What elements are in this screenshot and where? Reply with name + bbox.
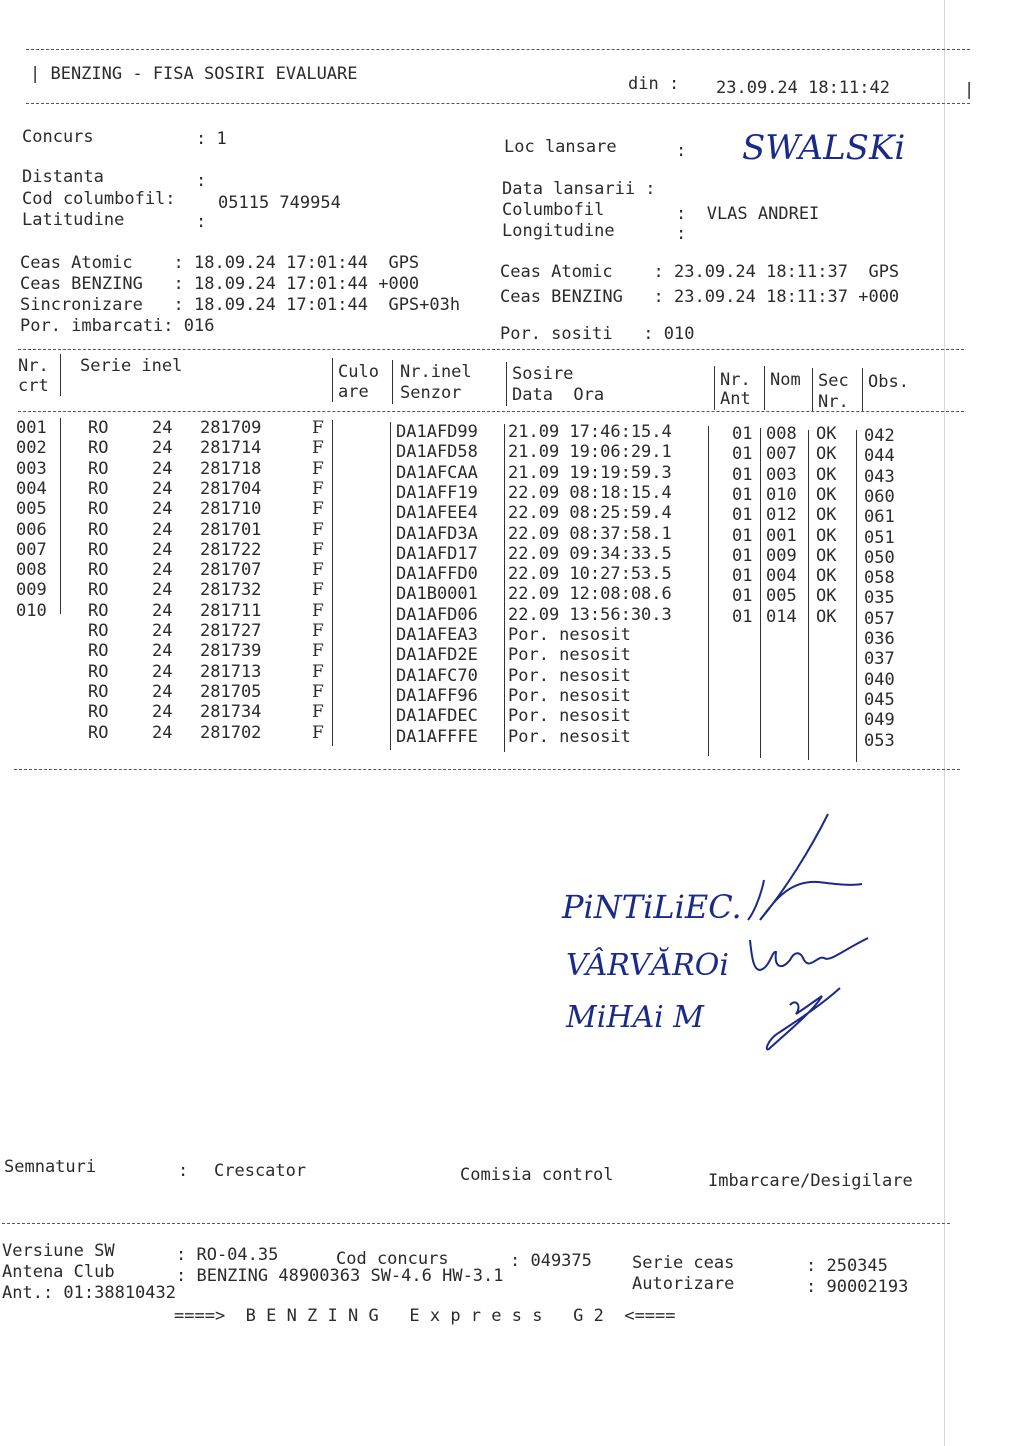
row-year: 24 xyxy=(152,681,173,702)
row-crt: 002 xyxy=(16,438,47,459)
row-nom: 012 xyxy=(766,505,797,526)
latitudine-label: Latitudine xyxy=(22,210,125,230)
row-sec: OK xyxy=(816,424,837,444)
row-ring: 281701 xyxy=(200,519,262,540)
row-country: RO xyxy=(88,539,109,560)
hdr-sep-sec xyxy=(812,368,813,412)
row-ring: 281711 xyxy=(200,600,262,621)
row-nom: 014 xyxy=(766,606,797,627)
cod-columbofil-label: Cod columbofil: xyxy=(22,189,176,209)
row-sec: OK xyxy=(816,505,837,526)
row-sex: F xyxy=(312,681,324,702)
row-obs: 043 xyxy=(864,466,895,487)
row-sec: OK xyxy=(816,545,837,566)
row-year: 24 xyxy=(152,478,173,499)
row-obs: 049 xyxy=(864,710,895,731)
row-ring: 281718 xyxy=(200,458,262,479)
row-sec: OK xyxy=(816,586,837,607)
row-ring: 281734 xyxy=(200,702,262,723)
row-sensor: DA1AFC70 xyxy=(396,665,478,686)
versiune-sw-label: Versiune SW xyxy=(2,1241,115,1261)
row-sex: F xyxy=(312,478,324,499)
autorizare-label: Autorizare xyxy=(632,1274,735,1294)
th-data-ora: Data Ora xyxy=(512,385,605,405)
row-ring: 281732 xyxy=(200,580,262,601)
row-year: 24 xyxy=(152,539,173,560)
hdr-sep-nr-inel xyxy=(392,360,393,404)
table-header-rule xyxy=(18,411,964,412)
latitudine-sep: : xyxy=(196,212,207,232)
row-country: RO xyxy=(88,681,109,702)
table-row xyxy=(0,438,1024,467)
row-sensor: DA1AFEA3 xyxy=(396,625,478,645)
concurs-label: Concurs xyxy=(22,127,94,147)
table-row xyxy=(0,702,1024,731)
row-ring: 281714 xyxy=(200,438,262,459)
row-sensor: DA1AFD06 xyxy=(396,604,478,625)
row-country: RO xyxy=(88,641,109,662)
loc-lansare-sep: : xyxy=(676,141,687,161)
row-ant: 01 xyxy=(732,484,753,505)
por-sositi: Por. sositi : 010 xyxy=(500,324,695,344)
row-arrival: 21.09 17:46:15.4 xyxy=(508,422,672,442)
table-row xyxy=(0,600,1024,629)
row-obs: 050 xyxy=(864,547,895,568)
row-ant: 01 xyxy=(732,444,753,465)
row-sex: F xyxy=(312,560,324,581)
hdr-sep-ant xyxy=(714,366,715,410)
th-nr-inel-2: Senzor xyxy=(400,383,462,403)
row-ring: 281709 xyxy=(200,418,262,438)
longitudine-sep: : xyxy=(676,224,687,244)
row-arrival: 22.09 08:25:59.4 xyxy=(508,503,672,524)
th-sosire: Sosire xyxy=(512,364,574,384)
row-arrival: 22.09 13:56:30.3 xyxy=(508,604,672,625)
loc-lansare-label: Loc lansare xyxy=(504,137,617,157)
handwritten-name-2: VÂRVĂROi xyxy=(566,948,729,983)
row-ring: 281722 xyxy=(200,539,262,560)
th-nr-crt-2: crt xyxy=(18,376,49,396)
table-row xyxy=(0,681,1024,710)
loc-lansare-handwritten: SWALSKi xyxy=(742,128,906,168)
row-nom: 004 xyxy=(766,566,797,587)
row-obs: 051 xyxy=(864,527,895,548)
row-obs: 035 xyxy=(864,588,895,609)
footer-rule xyxy=(2,1223,950,1224)
row-sensor: DA1AFFFE xyxy=(396,726,478,747)
row-year: 24 xyxy=(152,458,173,479)
row-obs: 036 xyxy=(864,629,895,649)
versiune-sw-value: : RO-04.35 xyxy=(176,1245,279,1265)
row-obs: 060 xyxy=(864,486,895,507)
clock-left-3: Sincronizare : 18.09.24 17:01:44 GPS+03h xyxy=(20,295,461,315)
th-obs: Obs. xyxy=(868,372,909,392)
row-country: RO xyxy=(88,519,109,540)
row-ant: 01 xyxy=(732,464,753,485)
row-ring: 281727 xyxy=(200,621,262,641)
row-sex: F xyxy=(312,458,324,479)
row-crt: 003 xyxy=(16,458,47,479)
hdr-sep-obs xyxy=(862,368,863,412)
benzing-brand-line: ====> B E N Z I N G E x p r e s s G 2 <==== xyxy=(174,1306,676,1326)
row-obs: 057 xyxy=(864,608,895,629)
row-country: RO xyxy=(88,478,109,499)
row-year: 24 xyxy=(152,499,173,520)
row-sensor: DA1AFD58 xyxy=(396,442,478,463)
th-culoare-1: Culo xyxy=(338,362,379,382)
hdr-sep-nom xyxy=(764,366,765,410)
table-row xyxy=(0,418,1024,446)
row-sec: OK xyxy=(816,444,837,465)
row-obs: 061 xyxy=(864,507,895,528)
row-sensor: DA1AFDEC xyxy=(396,706,478,727)
row-arrival: 21.09 19:06:29.1 xyxy=(508,442,672,463)
row-ant: 01 xyxy=(732,606,753,627)
date-label: din : xyxy=(628,74,680,94)
row-sensor: DA1B0001 xyxy=(396,584,478,605)
row-country: RO xyxy=(88,661,109,682)
distanta-sep: : xyxy=(196,171,207,191)
row-obs: 045 xyxy=(864,689,895,710)
row-obs: 044 xyxy=(864,446,895,467)
row-sensor: DA1AFF96 xyxy=(396,685,478,706)
th-nom: Nom xyxy=(770,370,801,390)
row-obs: 042 xyxy=(864,426,895,446)
print-datetime: 23.09.24 18:11:42 xyxy=(716,78,890,98)
row-crt: 007 xyxy=(16,539,47,560)
header-bottom-rule xyxy=(26,103,970,104)
row-ant: 01 xyxy=(732,525,753,546)
table-row xyxy=(0,560,1024,589)
row-sex: F xyxy=(312,418,324,438)
row-arrival: Por. nesosit xyxy=(508,706,631,727)
row-country: RO xyxy=(88,438,109,459)
semnaturi-sep: : xyxy=(178,1161,189,1181)
serie-ceas-label: Serie ceas xyxy=(632,1253,735,1273)
handwritten-signatures xyxy=(730,810,900,1060)
row-sensor: DA1AFCAA xyxy=(396,462,478,483)
clock-right-1: Ceas Atomic : 23.09.24 18:11:37 GPS xyxy=(500,262,900,282)
row-crt: 001 xyxy=(16,418,47,438)
row-arrival: 22.09 09:34:33.5 xyxy=(508,543,672,564)
row-nom: 008 xyxy=(766,424,797,444)
row-year: 24 xyxy=(152,641,173,662)
row-year: 24 xyxy=(152,722,173,743)
row-ring: 281705 xyxy=(200,681,262,702)
th-nr-ant-2: Ant xyxy=(720,389,751,409)
row-arrival: 21.09 19:19:59.3 xyxy=(508,462,672,483)
row-sec: OK xyxy=(816,484,837,505)
row-ant: 01 xyxy=(732,586,753,607)
row-sex: F xyxy=(312,438,324,459)
row-year: 24 xyxy=(152,519,173,540)
table-row xyxy=(0,519,1024,548)
cod-concurs-value: : 049375 xyxy=(510,1251,592,1271)
row-crt: 005 xyxy=(16,499,47,520)
row-sex: F xyxy=(312,499,324,520)
columbofil-label: Columbofil xyxy=(502,200,605,220)
row-obs: 040 xyxy=(864,669,895,690)
th-nr-crt-1: Nr. xyxy=(18,356,49,376)
row-year: 24 xyxy=(152,560,173,581)
row-sec: OK xyxy=(816,606,837,627)
th-nr-ant-1: Nr. xyxy=(720,370,751,390)
handwritten-name-1: PiNTiLiEC. xyxy=(562,888,742,926)
clock-left-2: Ceas BENZING : 18.09.24 17:01:44 +000 xyxy=(20,274,420,294)
row-country: RO xyxy=(88,621,109,641)
table-row xyxy=(0,580,1024,609)
row-sensor: DA1AFFD0 xyxy=(396,564,478,585)
data-lansarii-label: Data lansarii : xyxy=(502,179,656,199)
th-serie-inel: Serie inel xyxy=(80,356,183,376)
header-end-bar: | xyxy=(964,80,975,100)
row-sec: OK xyxy=(816,525,837,546)
semnaturi-label: Semnaturi xyxy=(4,1157,97,1177)
row-year: 24 xyxy=(152,418,173,438)
row-country: RO xyxy=(88,722,109,743)
row-arrival: Por. nesosit xyxy=(508,685,631,706)
th-sec-1: Sec xyxy=(818,371,849,391)
row-ring: 281707 xyxy=(200,560,262,581)
row-year: 24 xyxy=(152,580,173,601)
row-sex: F xyxy=(312,661,324,682)
row-sensor: DA1AFD17 xyxy=(396,543,478,564)
row-sex: F xyxy=(312,722,324,743)
row-ring: 281702 xyxy=(200,722,262,743)
imbarcare-desigilare-label: Imbarcare/Desigilare xyxy=(708,1171,913,1191)
row-nom: 007 xyxy=(766,444,797,465)
row-arrival: 22.09 12:08:08.6 xyxy=(508,584,672,605)
table-row xyxy=(0,661,1024,690)
row-obs: 058 xyxy=(864,568,895,589)
table-bottom-rule xyxy=(14,769,960,770)
page-title: | BENZING - FISA SOSIRI EVALUARE xyxy=(30,64,358,84)
por-imbarcati: Por. imbarcati: 016 xyxy=(20,316,215,336)
row-nom: 010 xyxy=(766,484,797,505)
th-sec-2: Nr. xyxy=(818,392,849,412)
clock-left-1: Ceas Atomic : 18.09.24 17:01:44 GPS xyxy=(20,253,420,273)
row-obs: 037 xyxy=(864,649,895,670)
row-arrival: Por. nesosit xyxy=(508,645,631,666)
row-arrival: Por. nesosit xyxy=(508,625,631,645)
columbofil-value: : VLAS ANDREI xyxy=(676,204,820,224)
table-row xyxy=(0,641,1024,670)
table-row xyxy=(0,539,1024,568)
hdr-sep-culoare xyxy=(332,358,333,402)
row-nom: 001 xyxy=(766,525,797,546)
row-sex: F xyxy=(312,702,324,723)
table-row xyxy=(0,458,1024,487)
row-ring: 281704 xyxy=(200,478,262,499)
row-country: RO xyxy=(88,418,109,438)
distanta-label: Distanta xyxy=(22,167,104,187)
row-crt: 004 xyxy=(16,478,47,499)
row-sensor: DA1AFD2E xyxy=(396,645,478,666)
row-nom: 005 xyxy=(766,586,797,607)
row-ant: 01 xyxy=(732,566,753,587)
row-nom: 003 xyxy=(766,464,797,485)
row-sensor: DA1AFD3A xyxy=(396,523,478,544)
row-sensor: DA1AFD99 xyxy=(396,422,478,442)
row-country: RO xyxy=(88,580,109,601)
row-sensor: DA1AFEE4 xyxy=(396,503,478,524)
table-row xyxy=(0,499,1024,528)
row-sex: F xyxy=(312,641,324,662)
ant-line: Ant.: 01:38810432 xyxy=(2,1283,176,1303)
row-sex: F xyxy=(312,600,324,621)
row-sex: F xyxy=(312,621,324,641)
row-obs: 053 xyxy=(864,730,895,751)
serie-ceas-value: : 250345 xyxy=(806,1256,888,1276)
row-sec: OK xyxy=(816,464,837,485)
row-sensor: DA1AFF19 xyxy=(396,482,478,503)
row-ant: 01 xyxy=(732,545,753,566)
row-crt: 009 xyxy=(16,580,47,601)
concurs-value: : 1 xyxy=(196,129,227,149)
row-country: RO xyxy=(88,499,109,520)
row-sec: OK xyxy=(816,566,837,587)
row-crt: 010 xyxy=(16,600,47,621)
row-arrival: Por. nesosit xyxy=(508,665,631,686)
row-arrival: Por. nesosit xyxy=(508,726,631,747)
row-country: RO xyxy=(88,458,109,479)
row-ant: 01 xyxy=(732,424,753,444)
row-year: 24 xyxy=(152,661,173,682)
table-top-rule xyxy=(18,349,964,350)
antena-club-value: : BENZING 48900363 SW-4.6 HW-3.1 xyxy=(176,1266,504,1286)
th-culoare-2: are xyxy=(338,382,369,402)
row-crt: 006 xyxy=(16,519,47,540)
row-sex: F xyxy=(312,519,324,540)
table-row xyxy=(0,478,1024,507)
row-ant: 01 xyxy=(732,505,753,526)
table-row xyxy=(0,722,1024,751)
comisia-control-label: Comisia control xyxy=(460,1165,614,1185)
header-top-rule xyxy=(26,49,970,50)
th-nr-inel-1: Nr.inel xyxy=(400,362,472,382)
clock-right-2: Ceas BENZING : 23.09.24 18:11:37 +000 xyxy=(500,287,900,307)
row-ring: 281713 xyxy=(200,661,262,682)
row-crt: 008 xyxy=(16,560,47,581)
longitudine-label: Longitudine xyxy=(502,221,615,241)
hdr-sep-crt xyxy=(60,354,61,396)
cod-concurs-label: Cod concurs xyxy=(336,1249,449,1269)
row-arrival: 22.09 10:27:53.5 xyxy=(508,564,672,585)
handwritten-name-3: MiHAi M xyxy=(566,1000,704,1035)
row-nom: 009 xyxy=(766,545,797,566)
row-ring: 281710 xyxy=(200,499,262,520)
row-year: 24 xyxy=(152,438,173,459)
row-country: RO xyxy=(88,560,109,581)
row-year: 24 xyxy=(152,600,173,621)
autorizare-value: : 90002193 xyxy=(806,1277,909,1297)
row-year: 24 xyxy=(152,702,173,723)
row-country: RO xyxy=(88,600,109,621)
row-sex: F xyxy=(312,539,324,560)
cod-columbofil-value: 05115 749954 xyxy=(218,193,341,213)
crescator-label: Crescator xyxy=(214,1161,307,1181)
hdr-sep-sosire xyxy=(506,362,507,406)
row-year: 24 xyxy=(152,621,173,641)
row-arrival: 22.09 08:18:15.4 xyxy=(508,482,672,503)
row-arrival: 22.09 08:37:58.1 xyxy=(508,523,672,544)
table-row xyxy=(0,621,1024,649)
row-country: RO xyxy=(88,702,109,723)
antena-club-label: Antena Club xyxy=(2,1262,115,1282)
row-sex: F xyxy=(312,580,324,601)
row-ring: 281739 xyxy=(200,641,262,662)
